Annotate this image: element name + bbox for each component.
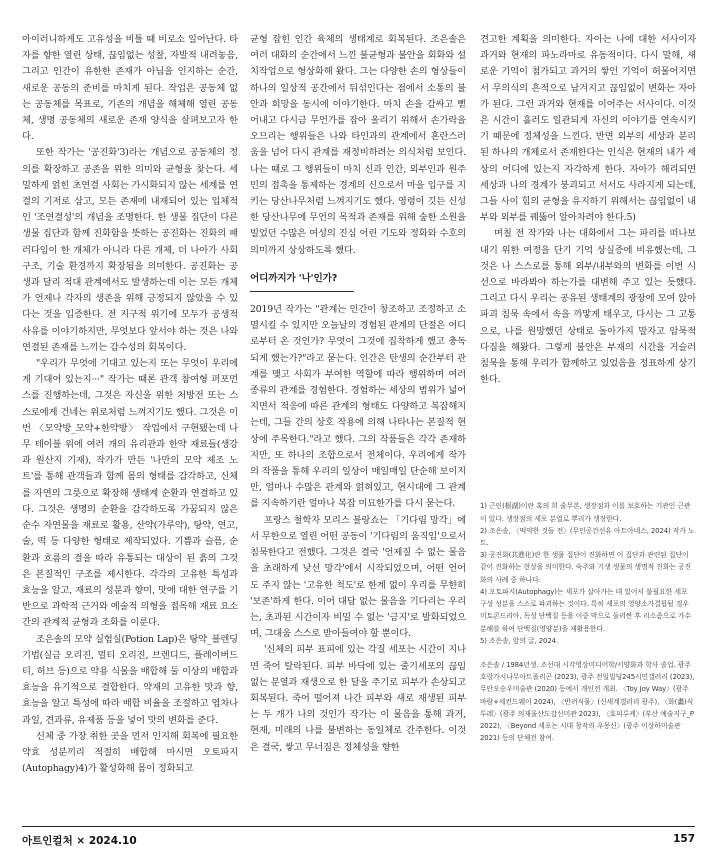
magazine-issue: 아트인컬처 × 2024.10 xyxy=(22,835,137,847)
body-paragraph: 조은솔의 모약 실험실(Potion Lap)은 탕약_블렌딩 기법(실금 오리진, 멀티 오리진, 브렌디드, 플레이버드 티, 허브 등)으로 약용 식물을 배합해 둘 이상의 배합과 효능을 유기적으로 결합한다. 약재의 고유한 맛과 향, 효능을 알고 특성에 따라 배합 비율을 조절하고 엽차나 과일, 견과류, 유제품 등을 넣어 맛의 변화를 준다. xyxy=(22,633,238,726)
body-paragraph: 균형 잡힌 인간 육체의 생태계로 회복된다. 조은솔은 여러 대화의 순간에서 느낀 불균형과 불안을 회화와 설치작업으로 형상화해 왔다. 그는 다양한 손의 형상들이 하나의 일상적 공간에서 뒤섞인다는 점에서 소통의 불안과 희망을 동시에 이야기한다. 마치 손을 감싸고 뻗어내고 다시금 무언가를 잡아 올리기 위해서 손가락을 오므리는 행위들은 나와 타인과의 관계에서 혼란스러움을 넘어 다시 관계를 재정비하려는 의식처럼 보인다. 나는 때로 그 행위들이 마치 신과 인간, 외부인과 원주민의 접촉을 통제하는 경계의 신으로서 마을 입구를 지키는 당산나무처럼 느껴지기도 했다. 영령이 깃든 신성한 당산나무에 무언의 목적과 존재를 위해 숲한 소원을 빌었던 수많은 여성의 진심 어린 기도와 정화와 수호의 의미까지 상상하도록 했다. xyxy=(250,34,466,256)
body-paragraph: 2019년 작가는 "관계는 인간이 창조하고 조정하고 소멸시킬 수 있지만 오늘날의 경험된 관계의 단절은 어디로부터 온 것인가? 무엇이 그것에 집착하게 했고 충독되게 했는가?"라고 묻는다. 인간은 탄생의 순간부터 관계를 맺고 사회가 부여한 역할에 따라 행위하며 여러 종류의 관계를 경험한다. 경험하는 세상의 범위가 넓어지면서 적응에 따른 관계의 형태도 다양하고 복잡해지는데, 그들 간의 상호 작용에 의해 나타나는 본질적 현상에 주목한다."라고 했다. 그의 작품들은 각각 존재하지만, 또 하나의 조합으로서 전체이다. 우리에게 작가의 작품을 통해 우리의 일상이 매일매일 단순해 보이지만, 얼마나 수많은 관계와 얽혀있고, 현시대에 그 관계를 지속하기란 얼마나 복잡 미묘한가를 다시 묻는다. xyxy=(250,304,466,510)
column-left xyxy=(22,32,238,777)
body-paragraph: "우리가 무엇에 기대고 있는지 또는 무엇이 우리에게 기대어 있는지···" 작가는 때론 관객 참여형 퍼포먼스를 진행하는데, 그것은 자신을 위한 처방전 또는 스스로에게 건네는 위로처럼 느껴지기도 했다. 그것은 이번 〈모약방_모약+한약방〉 작업에서 구현됐는데 나무 테이블 위에 여러 개의 유리관과 한약 재료들(생강과 원산지 기재), 작가가 만든 '나만의 모약 제조 노트'를 통해 관객들과 함께 몸의 형태를 감각하고, 신체를 자연의 그릇으로 확장해 생태계 순환과 연결하고 있다. 그것은 생명의 순환을 감각하도록 가꿈되지 않은 순수 자연물을 재료로 활용, 산약(가루약), 탕약, 연고, 술, 떡 등 다양한 형태로 제작되었다. 기쁨과 슬픔, 순환과 흐름의 결을 따라 유통되는 대상이 된 흙의 그것은 본질적인 구조를 제시한다. 각각의 고유한 특성과 효능을 알고, 재료의 성분과 향미, 맛에 대한 연구를 기반으로 과학적 근거와 예술적 의형을 접목해 재료 요소 간의 관계적 균형과 조화를 이룬다. xyxy=(22,358,238,629)
artist-bio: 조은솔 / 1984년생. 조선대 시각영상미디어학/서양화과 학사 졸업. 광주 호랑가시나무아트폴리곤 (2023), 광주 전일빌딩245시민갤러리 (2023), 무안오승우미술관 (2020) 등에서 개인전 개최. 〈Toy Joy Way〉(광주 바람+세컨드웨이 2024), 〈반려식물〉(신세계갤러리 광주), 〈화(畵)식 투레〉(광주 의재울산도감신미관 2023), 〈호피루케〉(부산 예술지구_P 2022), 〈Beyond 세포는 시대 창작의 우몽신〉(광주 이상하미술관 2021) 등의 단체전 참여. xyxy=(480,660,695,743)
footnote-item: 2) 조은솔, 〈떡약한 것들 전〉(무인공간선유 아트아네스, 2024) 작가 노트. xyxy=(480,526,695,548)
middle-paragraphs-top xyxy=(250,32,466,259)
body-paragraph: 프랑스 철학자 모리스 블랑쇼는 「기다림 망각」에서 무한으로 열린 어떤 공동이 '기다림의 움직임'으로서 침묵한다고 전했다. 그것은 결국 '언제질 수 없는 물음을 초래하게 낮선 망각'에서 시작되었으며, 어떤 언어도 주지 않는 '고유한 척도'로 한계 없이 우리를 무한히 '보존'하게 한다. 이어 대답 없는 물음을 기다리는 우리는, 초과된 시간이자 비밀 수 없는 '금지'로 발화되었으며, 그대움 스스로 받아들여야 할 뿐이다. xyxy=(250,514,466,640)
column-right xyxy=(480,32,696,744)
column-middle xyxy=(250,32,466,756)
page-number: 157 xyxy=(673,833,695,845)
body-paragraph: 신체 중 가장 취한 곳을 먼저 인지해 회복에 필요한 약효 성분끼리 적절히 배합해 마시면 오토파지(Autophagy)4)가 활성화해 몸이 정화되고 xyxy=(22,730,238,775)
body-paragraph: 또한 작가는 '공진화'3)라는 개념으로 공동체의 정의를 확장하고 공존을 위한 의미와 균형을 찾는다. 세밀하게 얽힌 초연결 사회는 가시화되지 않는 세계를 연결의 기저로 삼고, 모든 존재에 내재되어 있는 입체적인 '조연결성'의 개념을 조명한다. 한 생물 집단이 다른 생물 집단과 함께 진화함을 뜻하는 공진화는 진화의 패러다임이 한 개체가 아니라 다른 개체, 더 나아가 사회구조, 기술 환경까지 확장됨을 의미한다. 공진화는 공생과 달리 적대 관계에서도 발생하는데 이는 모든 개체가 언제나 각자의 생존을 위해 긍정되지 않았을 수 있다는 것을 입증한다. 전 지구적 위기에 모두가 공생적 사유를 이야기하지만, 무엇보다 앞서야 하는 것은 나와 연결된 존재를 느끼는 감수성의 회복이다. xyxy=(22,147,238,353)
footer-divider xyxy=(22,826,695,827)
body-paragraph: 견고한 계획을 의미한다. 자아는 나에 대한 서사이자 과거와 현재의 파노라마로 유동적이다. 다시 말해, 새로운 기억이 첨가되고 과거의 쌓인 기억이 허물어지면서 무의식의 흔적으로 남겨지고 끊임없이 변화는 자아가 된다. 그런 과거와 현재를 이어주는 서사이다. 이것은 시간이 흘러도 일관되게 자신의 이야기를 연속시키기 때문에 정체성을 느낀다. 반면 외부의 세상과 분리된 하나의 개체로서 존재한다는 인식은 현재의 내가 세상의 어디에 있는지 자각하게 한다. 자아가 해리되면 세상과 나의 경계가 붕괴되고 서서도 사라지게 되는데, 그들 사이 힘의 균형을 유지하기 위해서는 끊임없이 내부와 외부를 꿰뚫어 알아차려야 한다.5) xyxy=(480,34,696,224)
footnote-item: 5) 조은솔, 앞의 글, 2024. xyxy=(480,636,558,645)
footnote-item: 3) 공진화(共進化)란 한 생물 집단이 진화하면 이 집단과 관련된 집단이 같이 진화하는 현상을 의미한다. 숙주와 기생 생물의 생명적 진화는 공진화의 사례 중 하나다. xyxy=(480,551,692,584)
footnote-item: 1) 근인(根湖)이란 혹의 희 줄무본, 생장점과 이를 보호하는 기관인 근관이 있다. 생장점의 세포 분열로 뿌리가 생장한다. xyxy=(480,502,691,523)
body-paragraph: 며칠 전 작가와 나는 대화에서 그는 파리를 떠나보내기 위한 여정을 단기 기억 상실증에 비유했는데, 그것은 나 스스로를 통해 외부/내부와의 변화를 이번 시선으로 바라봐야 하는가를 대변해 주고 있는 듯했다. 그리고 다시 우리는 공유된 생태계의 광장에 모여 앉아 파괴 침묵 속에서 속을 까맣게 태우고, 다시는 그 고통으로, 나를 원망했던 상태로 돌아가지 말자고 암묵적 다짐을 해왔다. 그렇게 불안은 부재의 시간을 거슬러 침묵을 통해 우리가 함께하고 있었음을 정표하게 상기한다. xyxy=(480,228,696,386)
footnote-item: 4) 오토파지(Autophagy)는 세포가 살아가는 데 있어서 불필요한 세포 구성 성분을 스스로 파괴하는 것이다. 특히 세포의 영양소가결핍될 경우 미토콘드리아, 독성 단백질 등을 이중 막으로 둘러싼 후 리소좀으로 가수 분해를 하여 단백질(영양분)을 재활용한다. xyxy=(480,587,692,633)
body-paragraph: 아이러니하게도 고유성을 비틀 때 비로소 일어난다. 타자를 향한 열린 상태, 끊임없는 성찰, 자발적 내려놓음, 그리고 인간이 유한한 존재가 아님을 인지하는 순간, 새로운 공동의 준비를 마치게 된다. 작업은 공동체 없는 공동체를 목표로, 기존의 개념을 해체해 열린 공동체, 생명 공동체의 새로운 존재 양식을 살펴보고자 한다. xyxy=(22,34,238,143)
body-paragraph: '신체의 피부 표피에 있는 각질 세포는 시간이 지나면 죽어 탈락된다. 피부 바닥에 있는 줄기세포의 끊임없는 분열과 재생으로 한 달을 주기로 피부가 손상되고 회복된다. 죽어 떨어져 나간 피부와 새로 재생된 피부는 두 개가 나의 것인가 작가는 이 물음을 통해 과거, 현재, 미래의 나를 불변하는 동일체로 간주한다. 이것은 결국, 쌓고 무너짐은 정체성을 향한 xyxy=(250,644,466,753)
middle-paragraphs-bottom xyxy=(250,302,466,756)
right-paragraphs xyxy=(480,32,696,388)
footnotes xyxy=(480,500,696,646)
section-subheading: 어디까지가 '나'인가? xyxy=(250,271,354,292)
